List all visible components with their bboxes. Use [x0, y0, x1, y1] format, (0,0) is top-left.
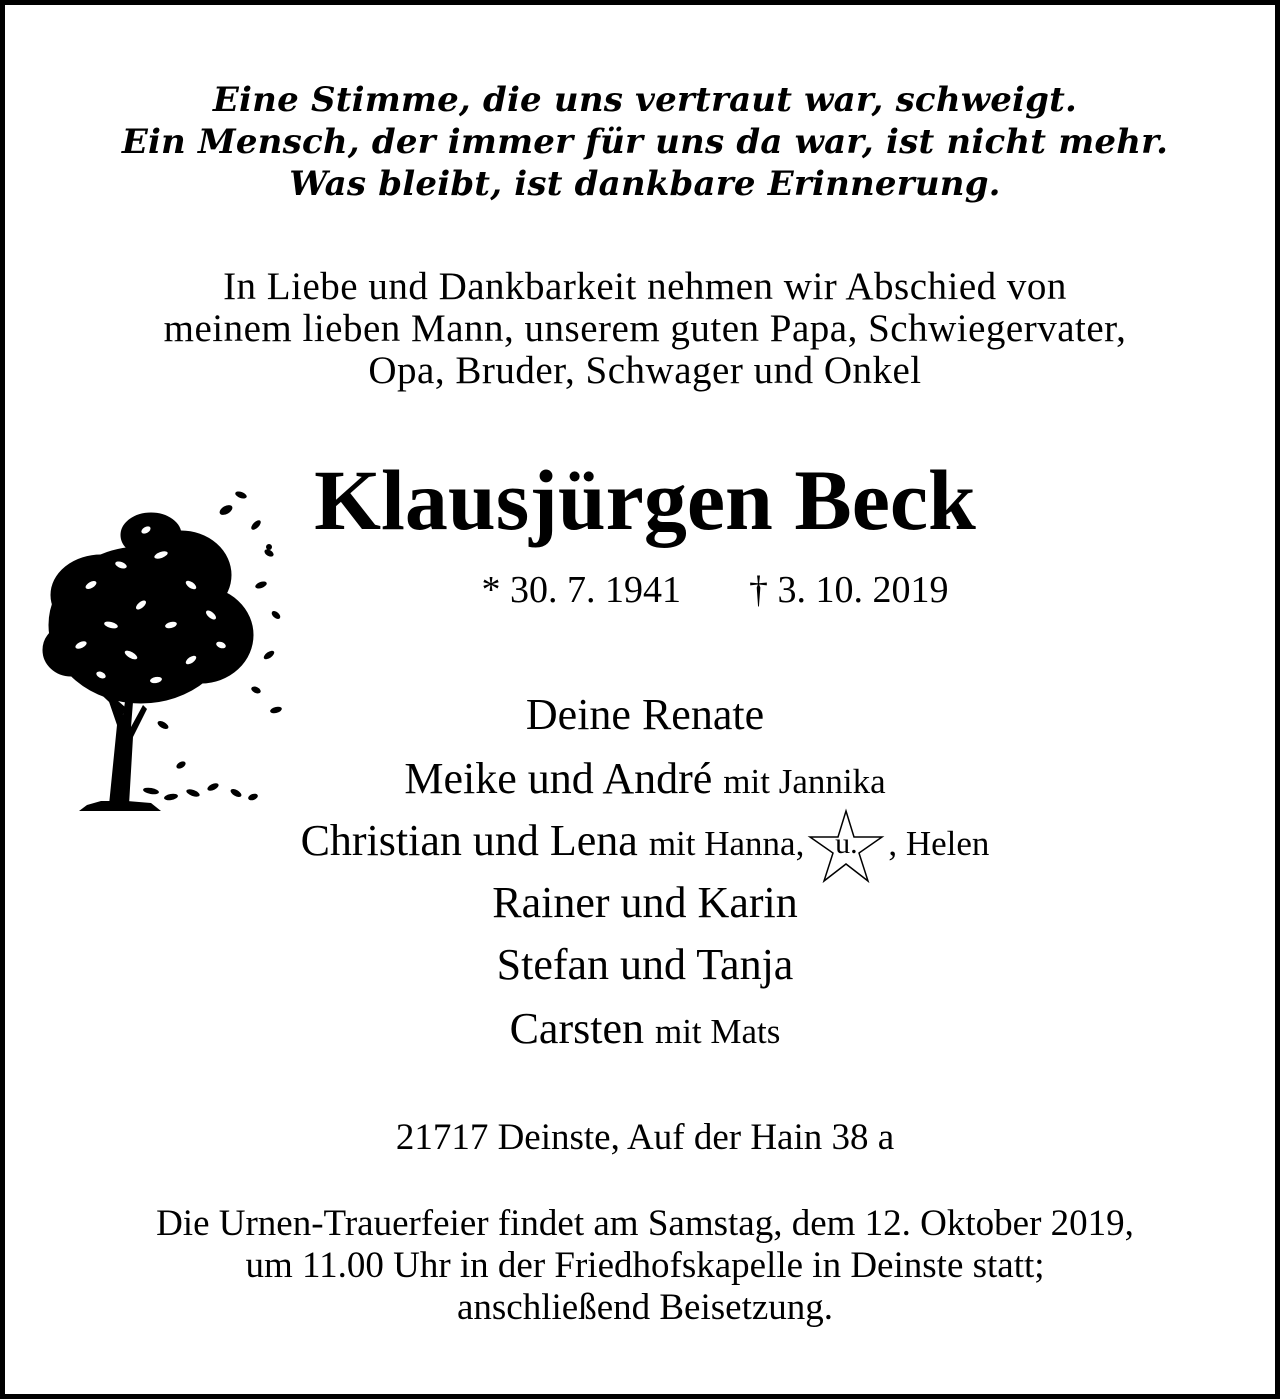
intro-line-1: In Liebe und Dankbarkeit nehmen wir Abschied von [223, 265, 1067, 308]
death-date: † 3. 10. 2019 [749, 569, 949, 611]
family-line-2-small: mit Jannika [723, 762, 886, 801]
family-line-6-main: Carsten [509, 1004, 644, 1053]
star-label: u. [835, 826, 858, 860]
birth-date: * 30. 7. 1941 [481, 569, 681, 611]
motto-line-3: Was bleibt, ist dankbare Erinnerung. [289, 164, 1001, 204]
family-line-3-main: Christian und Lena [300, 816, 638, 865]
intro-line-3: Opa, Bruder, Schwager und Onkel [368, 349, 922, 392]
family-line-2 [5, 754, 1280, 803]
family-line-3-after: , Helen [888, 824, 990, 863]
family-line-3-small: mit Hanna, [648, 824, 805, 863]
service-line-3: anschließend Beisetzung. [456, 1287, 834, 1328]
motto-line-2: Ein Mensch, der immer für uns da war, ist nicht mehr. [121, 122, 1169, 162]
family-line-1: Deine Renate [525, 690, 765, 739]
service-line-1: Die Urnen-Trauerfeier findet am Samstag, dem 12. Oktober 2019, [156, 1203, 1134, 1244]
family-line-3 [5, 816, 1280, 867]
family-line-6 [5, 1004, 1280, 1053]
family-line-4: Rainer und Karin [492, 878, 798, 927]
intro-line-2: meinem lieben Mann, unserem guten Papa, Schwiegervater, [163, 307, 1127, 350]
family-line-5: Stefan und Tanja [496, 940, 794, 989]
deceased-name: Klausjürgen Beck [314, 452, 976, 548]
family-line-6-small: mit Mats [654, 1012, 781, 1051]
star-outline-icon [806, 823, 886, 867]
address: 21717 Deinste, Auf der Hain 38 a [395, 1117, 895, 1158]
life-dates [5, 571, 1280, 609]
family-line-2-main: Meike und André [404, 754, 713, 803]
motto-line-1: Eine Stimme, die uns vertraut war, schweigt. [212, 80, 1078, 120]
service-line-2: um 11.00 Uhr in der Friedhofskapelle in Deinste statt; [245, 1245, 1045, 1286]
